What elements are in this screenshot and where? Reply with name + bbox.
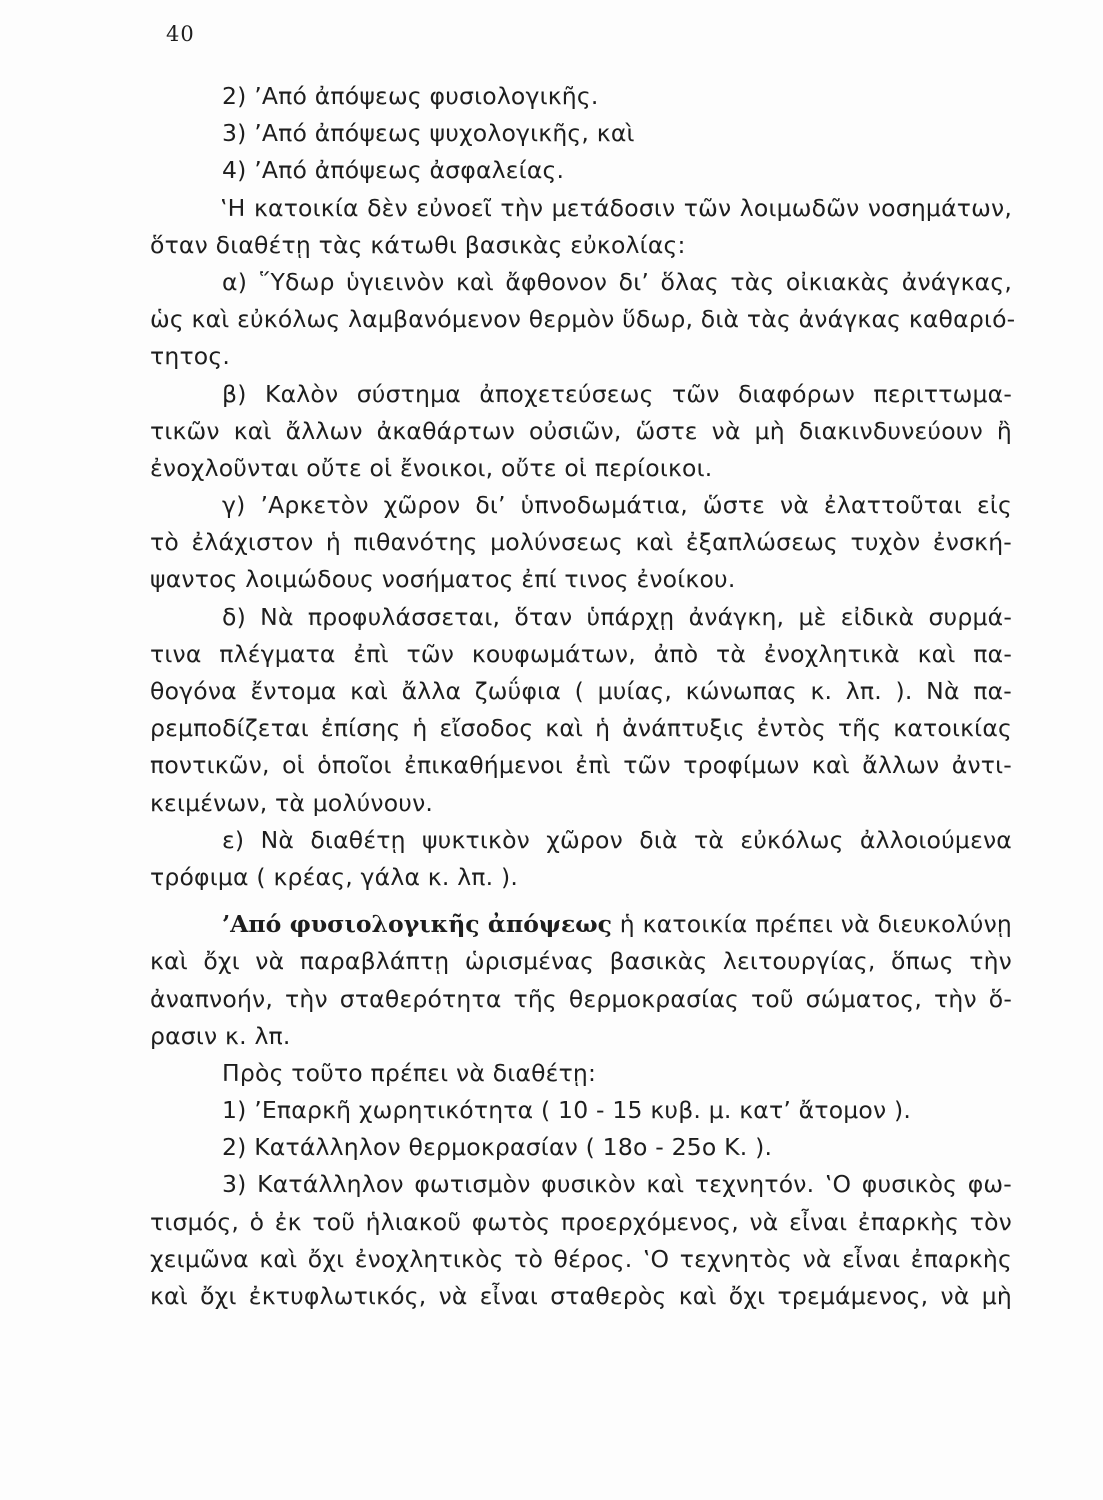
paragraph-line: κειμένων, τὰ μολύνουν. bbox=[150, 788, 434, 817]
paragraph-line: τινα πλέγματα ἐπὶ τῶν κουφωμάτων, ἀπὸ τὰ ἐνοχλητικὰ καὶ πα- bbox=[150, 639, 1012, 668]
paragraph-line: Πρὸς τοῦτο πρέπει νὰ διαθέτῃ: bbox=[222, 1058, 597, 1087]
paragraph-line: καὶ ὄχι νὰ παραβλάπτῃ ὡρισμένας βασικὰς λειτουργίας, ὅπως τὴν bbox=[150, 947, 1012, 976]
page-number: 40 bbox=[166, 22, 195, 46]
paragraph-line: ἐνοχλοῦνται οὔτε οἱ ἔνοικοι, οὔτε οἱ περίοικοι. bbox=[150, 453, 713, 482]
paragraph-gap bbox=[150, 896, 1012, 906]
paragraph-line: γ) ’Αρκετὸν χῶρον δι’ ὑπνοδωμάτια, ὥστε νὰ ἐλαττοῦται εἰς bbox=[222, 491, 1012, 520]
paragraph-line: τικῶν καὶ ἄλλων ἀκαθάρτων οὐσιῶν, ὥστε νὰ μὴ διακινδυνεύουν ἢ bbox=[150, 416, 1012, 445]
paragraph-line: τὸ ἐλάχιστον ἡ πιθανότης μολύνσεως καὶ ἐξαπλώσεως τυχὸν ἐνσκή- bbox=[150, 528, 1012, 557]
paragraph-line: ὅταν διαθέτῃ τὰς κάτωθι βασικὰς εὐκολίας: bbox=[150, 230, 686, 259]
paragraph-line: ρεμποδίζεται ἐπίσης ἡ εἴσοδος καὶ ἡ ἀνάπτυξις ἐντὸς τῆς κατοικίας bbox=[150, 714, 1012, 743]
paragraph-line: α) ῞Υδωρ ὑγιεινὸν καὶ ἄφθονον δι’ ὅλας τὰς οἰκιακὰς ἀνάγκας, bbox=[222, 267, 1012, 296]
list-item: 3) ’Από ἀπόψεως ψυχολογικῆς, καὶ bbox=[222, 119, 635, 148]
paragraph-line: β) Καλὸν σύστημα ἀποχετεύσεως τῶν διαφόρων περιττωμα- bbox=[222, 379, 1012, 408]
list-item: 4) ’Από ἀπόψεως ἀσφαλείας. bbox=[222, 156, 565, 185]
list-item: 2) ’Από ἀπόψεως φυσιολογικῆς. bbox=[222, 82, 599, 110]
paragraph-line: θογόνα ἔντομα καὶ ἄλλα ζωΰφια ( μυίας, κώνωπας κ. λπ. ). Νὰ πα- bbox=[150, 677, 1012, 705]
paragraph-line: ὡς καὶ εὐκόλως λαμβανόμενον θερμὸν ὕδωρ, διὰ τὰς ἀνάγκας καθαριό- bbox=[150, 305, 1016, 334]
section-heading: ’Από φυσιολογικῆς ἀπόψεως bbox=[222, 910, 612, 939]
paragraph-line: ε) Νὰ διαθέτῃ ψυκτικὸν χῶρον διὰ τὰ εὐκόλως ἀλλοιούμενα bbox=[222, 825, 1012, 854]
paragraph-line: ψαντος λοιμώδους νοσήματος ἐπί τινος ἐνοίκου. bbox=[150, 565, 736, 594]
paragraph-line: ποντικῶν, οἱ ὁποῖοι ἐπικαθήμενοι ἐπὶ τῶν τροφίμων καὶ ἄλλων ἀντι- bbox=[150, 751, 1012, 780]
paragraph-line bbox=[150, 906, 1012, 943]
paragraph-line: ρασιν κ. λπ. bbox=[150, 1021, 291, 1050]
list-item: 2) Κατάλληλον θερμοκρασίαν ( 18ο - 25ο Κ. ). bbox=[222, 1133, 773, 1162]
paragraph-line: δ) Νὰ προφυλάσσεται, ὅταν ὑπάρχῃ ἀνάγκη, μὲ εἰδικὰ συρμά- bbox=[222, 602, 1012, 631]
list-item: 1) ’Επαρκῆ χωρητικότητα ( 10 - 15 κυβ. μ. κατ’ ἄτομον ). bbox=[222, 1096, 912, 1125]
paragraph-line: ‛Η κατοικία δὲν εὐνοεῖ τὴν μετάδοσιν τῶν λοιμωδῶν νοσημάτων, bbox=[220, 193, 1012, 222]
paragraph-line: τητος. bbox=[150, 342, 231, 371]
paragraph-line: χειμῶνα καὶ ὄχι ἐνοχλητικὸς τὸ θέρος. ‛Ο τεχνητὸς νὰ εἶναι ἐπαρκὴς bbox=[150, 1244, 1012, 1273]
paragraph-line: τισμός, ὁ ἐκ τοῦ ἡλιακοῦ φωτὸς προερχόμενος, νὰ εἶναι ἐπαρκὴς τὸν bbox=[150, 1207, 1012, 1236]
list-item: 3) Κατάλληλον φωτισμὸν φυσικὸν καὶ τεχνητόν. ‛Ο φυσικὸς φω- bbox=[222, 1170, 1012, 1199]
paragraph-line-text: ἡ κατοικία πρέπει νὰ διευκολύνῃ bbox=[619, 910, 1012, 939]
paragraph-line: ἀναπνοήν, τὴν σταθερότητα τῆς θερμοκρασίας τοῦ σώματος, τὴν ὅ- bbox=[150, 984, 1012, 1013]
paragraph-line: καὶ ὄχι ἐκτυφλωτικός, νὰ εἶναι σταθερὸς καὶ ὄχι τρεμάμενος, νὰ μὴ bbox=[150, 1282, 1012, 1310]
paragraph-line: τρόφιμα ( κρέας, γάλα κ. λπ. ). bbox=[150, 862, 519, 891]
page-body-text bbox=[150, 78, 1016, 1315]
